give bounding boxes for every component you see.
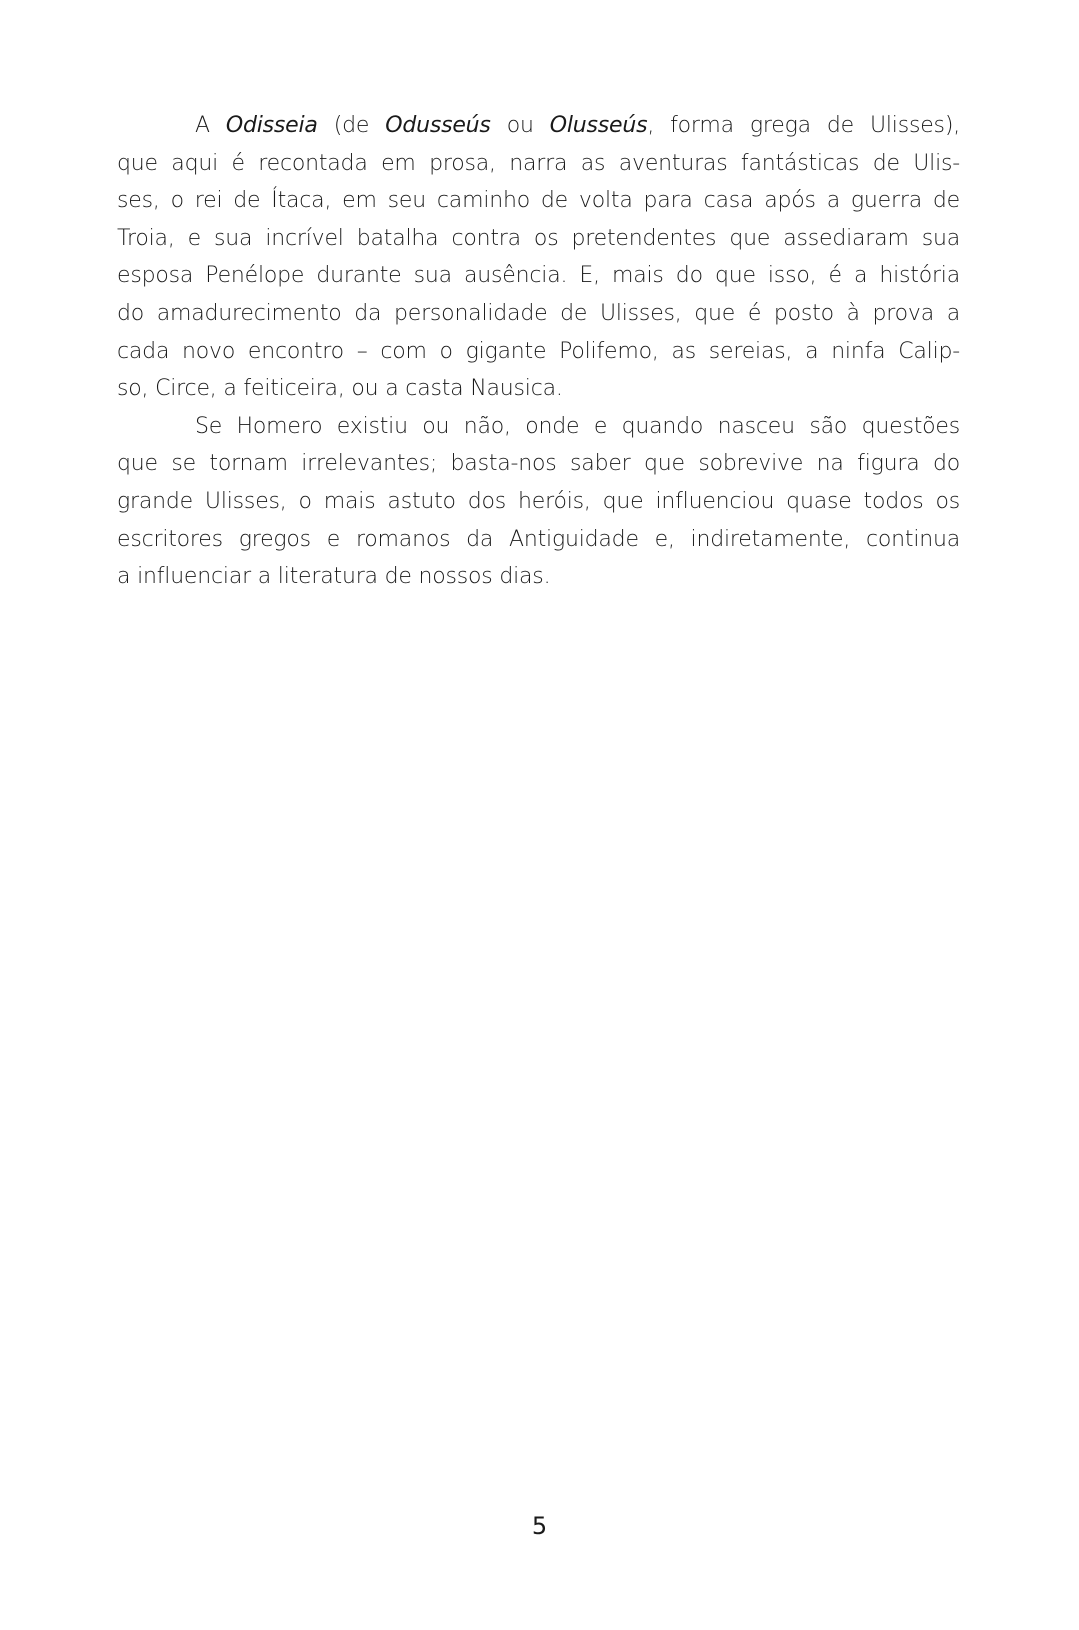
text-line xyxy=(117,220,960,258)
text-line xyxy=(117,107,960,145)
text-run: cada novo encontro – com o gigante Polifemo, as sereias, a ninfa Calip- xyxy=(117,338,960,364)
page-number: 5 xyxy=(531,1512,548,1540)
text-run: (de xyxy=(317,113,386,138)
italic-text: Odisseia xyxy=(225,113,318,138)
text-run: Troia, e sua incrível batalha contra os pretendentes que assediaram sua xyxy=(117,225,960,251)
text-line xyxy=(117,558,960,596)
italic-text: Odusseús xyxy=(385,113,491,138)
text-run: que se tornam irrelevantes; basta-nos saber que sobrevive na figura do xyxy=(117,451,960,477)
text-run: ou xyxy=(490,113,550,138)
text-run: grande Ulisses, o mais astuto dos heróis, que influenciou quase todos os xyxy=(117,488,960,514)
text-line xyxy=(117,483,960,521)
text-run: A xyxy=(195,113,226,138)
text-run: a influenciar a literatura de nossos dias. xyxy=(117,564,551,590)
text-line xyxy=(117,445,960,483)
paragraph-2 xyxy=(117,408,960,596)
text-line xyxy=(117,521,960,559)
paragraph-1 xyxy=(117,107,960,408)
text-run: , forma grega de Ulisses), xyxy=(647,113,960,138)
text-run: escritores gregos e romanos da Antiguidade e, indiretamente, continua xyxy=(117,526,960,552)
text-line xyxy=(117,257,960,295)
text-line xyxy=(117,333,960,371)
text-run: esposa Penélope durante sua ausência. E, mais do que isso, é a história xyxy=(117,263,960,289)
text-run: Se Homero existiu ou não, onde e quando nasceu são questões xyxy=(195,413,960,439)
italic-text: Olusseús xyxy=(549,113,648,138)
text-line xyxy=(117,408,960,446)
body-text xyxy=(117,107,960,596)
text-line xyxy=(117,145,960,183)
text-run: so, Circe, a feiticeira, ou a casta Nausica. xyxy=(117,376,563,402)
text-line xyxy=(117,295,960,333)
text-run: que aqui é recontada em prosa, narra as aventuras fantásticas de Ulis- xyxy=(117,150,960,176)
text-line xyxy=(117,182,960,220)
text-run: do amadurecimento da personalidade de Ulisses, que é posto à prova a xyxy=(117,300,960,326)
text-run: ses, o rei de Ítaca, em seu caminho de volta para casa após a guerra de xyxy=(117,188,960,214)
text-line xyxy=(117,370,960,408)
